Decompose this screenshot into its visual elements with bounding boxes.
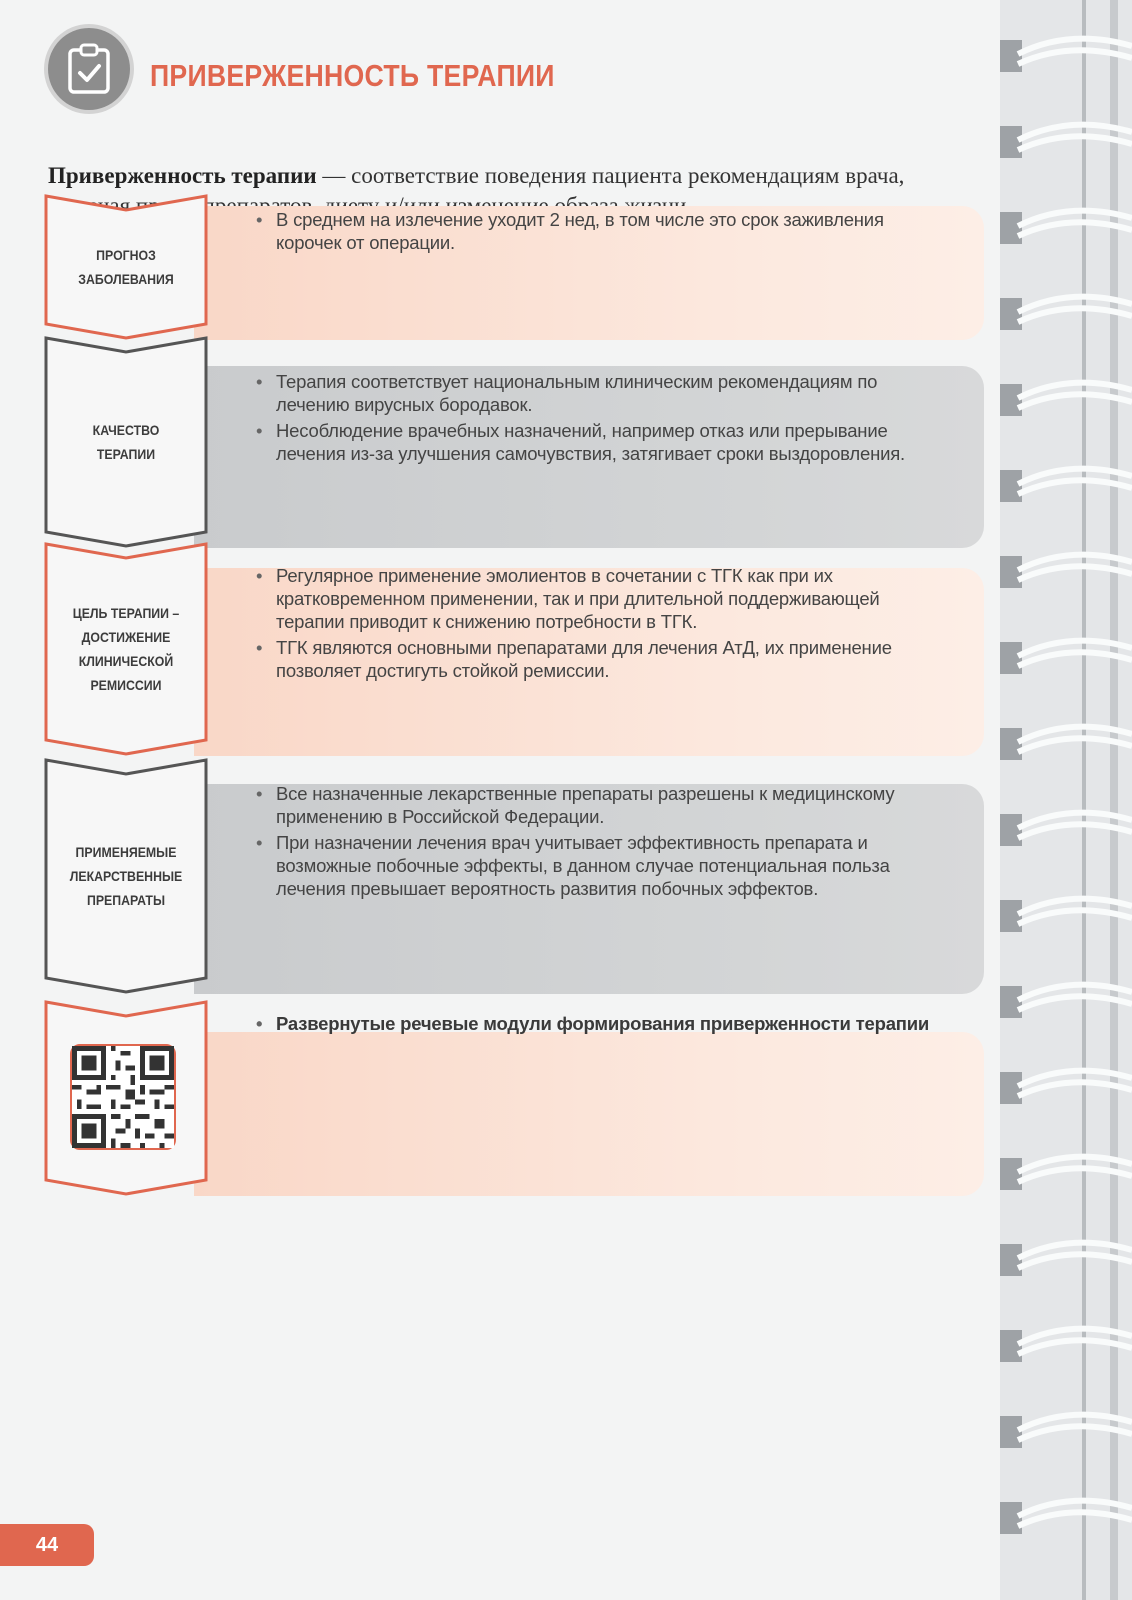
row-therapy-goal	[44, 542, 984, 756]
page-title: ПРИВЕРЖЕННОСТЬ ТЕРАПИИ	[150, 58, 555, 93]
row-medications	[44, 758, 984, 994]
row-bullet-list	[256, 564, 948, 685]
row-tag	[44, 194, 208, 340]
intro-term: Приверженность терапии	[48, 163, 317, 188]
row-tag-label: ПРИМЕНЯЕМЫЕ ЛЕКАРСТВЕННЫЕ ПРЕПАРАТЫ	[69, 844, 183, 908]
row-bullet-list	[256, 370, 948, 468]
row-tag-label: ЦЕЛЬ ТЕРАПИИ – ДОСТИЖЕНИЕ КЛИНИЧЕСКОЙ РЕМИССИИ	[72, 605, 180, 693]
qr-code-icon[interactable]	[70, 1044, 176, 1150]
list-item: • Несоблюдение врачебных назначений, например отказ или прерывание лечения из-за улучшения самочувствия, затягивает сроки выздоровления.	[276, 419, 948, 465]
list-item: • Терапия соответствует национальным клиническим рекомендациям по лечению вирусных бородавок.	[276, 370, 948, 416]
row-tag	[44, 336, 208, 548]
row-bullet-list	[256, 208, 948, 257]
list-item: • При назначении лечения врач учитывает эффективность препарата и возможные побочные эффекты, в данном случае потенциальная польза лечения превышает вероятность развития побочных эффектов.	[276, 831, 948, 900]
list-item: • Развернутые речевые модули формирования приверженности терапии	[276, 1012, 948, 1035]
row-qr-resource	[44, 1000, 984, 1196]
row-tag	[44, 542, 208, 756]
row-tag	[44, 758, 208, 994]
row-prognosis	[44, 194, 984, 340]
row-tag-label: КАЧЕСТВО ТЕРАПИИ	[92, 422, 160, 462]
row-panel	[194, 1032, 984, 1196]
spiral-binding	[1000, 0, 1132, 1600]
row-tag	[44, 1000, 208, 1196]
row-bullet-list	[256, 782, 948, 903]
list-item: • Регулярное применение эмолиентов в сочетании с ТГК как при их кратковременном применении, так и при длительной поддерживающей терапии приводит к снижению потребности в ТГК.	[276, 564, 948, 633]
list-item: • Все назначенные лекарственные препараты разрешены к медицинскому применению в Российской Федерации.	[276, 782, 948, 828]
clipboard-check-icon	[48, 28, 130, 110]
list-item: • В среднем на излечение уходит 2 нед, в том числе это срок заживления корочек от операции.	[276, 208, 948, 254]
row-therapy-quality	[44, 336, 984, 548]
page-number: 44	[0, 1524, 94, 1566]
intro-definition: — соответствие поведения пациента рекомендациям врача,	[322, 163, 905, 188]
row-bullet-list	[256, 1012, 948, 1038]
list-item: • ТГК являются основными препаратами для лечения АтД, их применение позволяет достигуть стойкой ремиссии.	[276, 636, 948, 682]
row-tag-label: ПРОГНОЗ ЗАБОЛЕВАНИЯ	[78, 247, 174, 287]
